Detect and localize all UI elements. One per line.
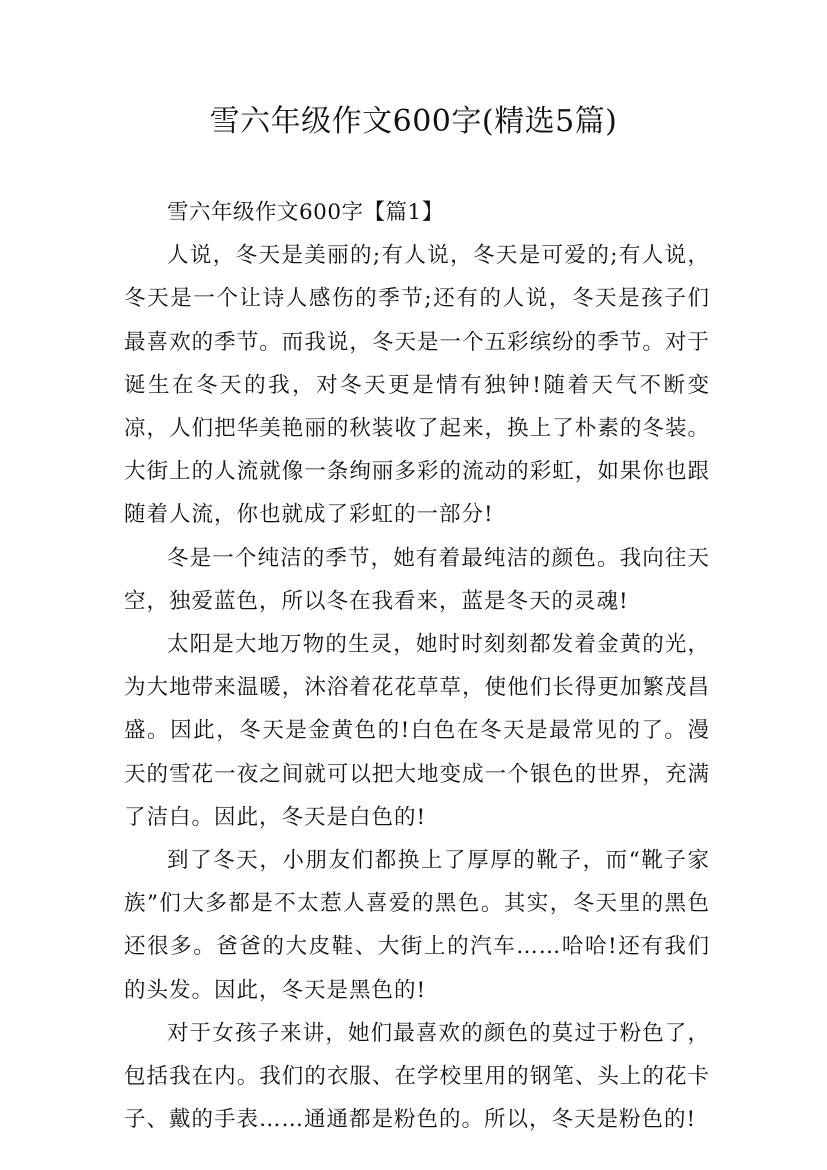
document-title: 雪六年级作文600字(精选5篇) xyxy=(209,104,618,139)
paragraph: 人说，冬天是美丽的;有人说，冬天是可爱的;有人说，冬天是一个让诗人感伤的季节;还有的人说，冬天是孩子们最喜欢的季节。而我说，冬天是一个五彩缤纷的季节。对于诞生在冬天的我，对冬天更是情有独钟!随着天气不断变凉，人们把华美艳丽的秋装收了起来，换上了朴素的冬装。大街上的人流就像一条绚丽多彩的流动的彩虹，如果你也跟随着人流，你也就成了彩虹的一部分! xyxy=(124,243,710,528)
paragraph: 到了冬天，小朋友们都换上了厚厚的靴子，而“靴子家族”们大多都是不太惹人喜爱的黑色。其实，冬天里的黑色还很多。爸爸的大皮鞋、大街上的汽车……哈哈!还有我们的头发。因此，冬天是黑色的! xyxy=(124,848,710,1003)
paragraph: 对于女孩子来讲，她们最喜欢的颜色的莫过于粉色了，包括我在内。我们的衣服、在学校里用的钢笔、头上的花卡子、戴的手表……通通都是粉色的。所以，冬天是粉色的! xyxy=(124,1020,710,1133)
section-heading: 雪六年级作文600字【篇1】 xyxy=(167,200,444,225)
paragraph: 冬是一个纯洁的季节，她有着最纯洁的颜色。我向往天空，独爱蓝色，所以冬在我看来，蓝是冬天的灵魂! xyxy=(124,545,710,614)
paragraph: 太阳是大地万物的生灵，她时时刻刻都发着金黄的光，为大地带来温暖，沐浴着花花草草，使他们长得更加繁茂昌盛。因此，冬天是金黄色的!白色在冬天是最常见的了。漫天的雪花一夜之间就可以把大地变成一个银色的世界，充满了洁白。因此，冬天是白色的! xyxy=(124,632,710,830)
article-body xyxy=(124,191,710,1141)
